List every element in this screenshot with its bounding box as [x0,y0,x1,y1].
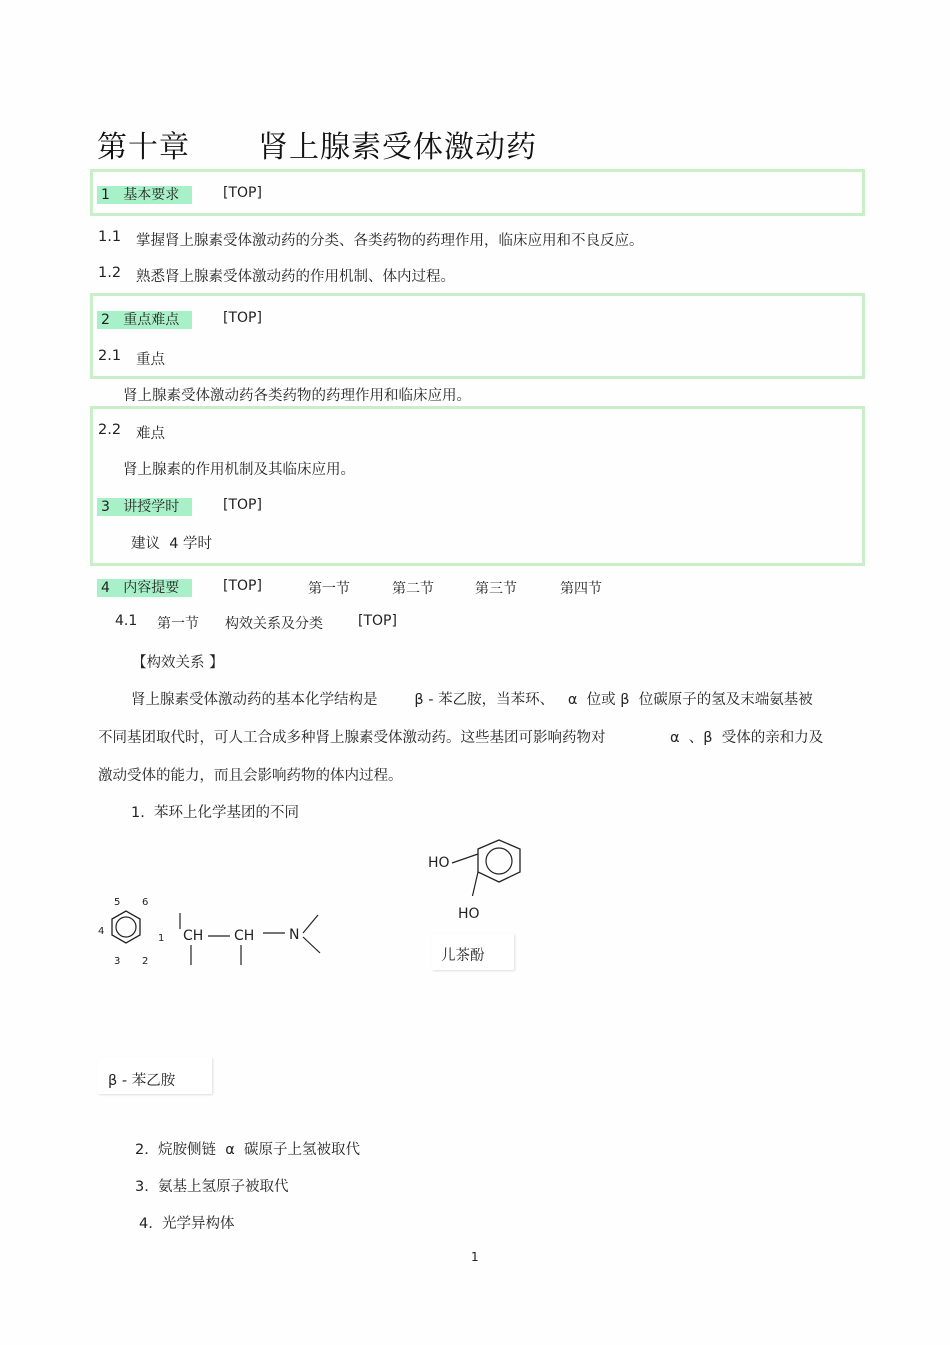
item-1-1-num: 1.1 [98,229,122,245]
phenethylamine-label: β - 苯乙胺 [108,1073,176,1089]
item-2-2-title: 难点 [136,426,165,442]
item-1-1-text: 掌握肾上腺素受体激动药的分类、各类药物的药理作用，临床应用和不良反应。 [136,233,644,249]
subsection-4-1-num: 4.1 [115,613,138,629]
teaching-hours-text: 建议 4 学时 [131,536,213,552]
para-line-3: 激动受体的能力，而且会影响药物的体内过程。 [98,768,403,784]
catechol-label: 儿茶酚 [441,948,485,964]
section-3-top-link[interactable]: [TOP] [223,497,262,513]
para-line-1: 肾上腺素受体激动药的基本化学结构是 β - 苯乙胺，当苯环、 α 位或 β 位碳原子的氢及末端氨基被 [131,692,813,708]
item-1-2-text: 熟悉肾上腺素受体激动药的作用机制、体内过程。 [136,269,455,285]
pos-label-3: 3 [114,956,121,967]
section-4-heading: 4 内容提要 [97,577,192,597]
section-4-top-link[interactable]: [TOP] [223,578,262,594]
link-section-4[interactable]: 第四节 [560,581,602,597]
catechol-structure [450,836,530,896]
list-item-3: 3. 氨基上氢原子被取代 [135,1179,289,1195]
list-item-4: 4. 光学异构体 [139,1216,235,1232]
item-2-2-num: 2.2 [98,422,122,438]
ho-label-1: HO [428,855,450,871]
bracket-heading: 【构效关系 】 [132,655,224,671]
subsection-4-1-top-link[interactable]: [TOP] [358,613,397,629]
pos-label-2: 2 [142,956,149,967]
link-section-2[interactable]: 第二节 [392,581,434,597]
item-2-1-num: 2.1 [98,348,122,364]
section-2-top-link[interactable]: [TOP] [223,310,262,326]
ch-label-2: CH [234,928,255,944]
phenethylamine-structure [96,895,336,975]
subsection-4-1-title: 构效关系及分类 [225,616,323,632]
page-number: 1 [471,1250,479,1264]
item-2-1-title: 重点 [136,352,165,368]
pos-label-1: 1 [158,933,165,944]
ch-label-1: CH [183,928,204,944]
ho-label-2: HO [458,906,480,922]
list-item-1: 1. 苯环上化学基团的不同 [131,805,300,821]
section-2-heading: 2 重点难点 [97,309,192,329]
section-1-box [90,169,865,216]
link-section-3[interactable]: 第三节 [475,581,517,597]
item-2-2-text: 肾上腺素的作用机制及其临床应用。 [123,462,355,478]
pos-label-6: 6 [142,897,149,908]
section-1-heading: 1 基本要求 [97,184,192,204]
n-label: N [289,927,300,943]
para-line-2: 不同基团取代时，可人工合成多种肾上腺素受体激动药。这些基团可影响药物对 α 、β 受体的亲和力及 [98,730,824,746]
subsection-4-1-sec: 第一节 [157,616,199,632]
list-item-2: 2. 烷胺侧链 α 碳原子上氢被取代 [135,1142,361,1158]
link-section-1[interactable]: 第一节 [308,581,350,597]
item-1-2-num: 1.2 [98,265,122,281]
chapter-title: 肾上腺素受体激动药 [258,130,537,165]
chapter-number: 第十章 [97,130,190,165]
section-2-box [90,293,865,379]
section-3-heading: 3 讲授学时 [97,496,192,516]
item-2-1-text: 肾上腺素受体激动药各类药物的药理作用和临床应用。 [123,388,471,404]
pos-label-5: 5 [114,897,121,908]
pos-label-4: 4 [98,926,105,937]
section-1-top-link[interactable]: [TOP] [223,185,262,201]
